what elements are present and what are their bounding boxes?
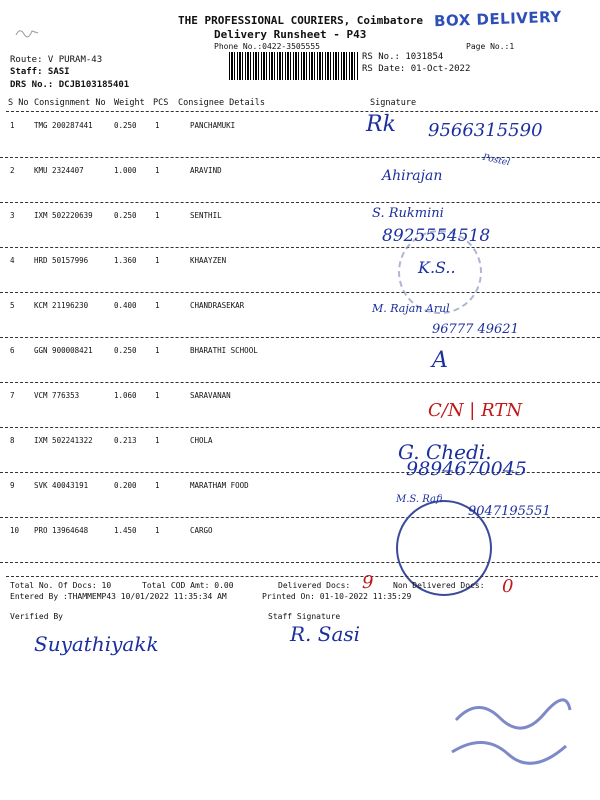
row-sno: 10	[10, 526, 20, 535]
signature-row-6: A	[432, 348, 448, 373]
row-sno: 1	[10, 121, 15, 130]
row-weight: 1.360	[114, 256, 137, 265]
row-consignment: KCM 21196230	[34, 301, 89, 310]
total-cod: Total COD Amt: 0.00	[142, 581, 234, 590]
row-weight: 0.200	[114, 481, 137, 490]
table-row	[0, 337, 600, 383]
faint-handwriting-icon	[448, 690, 578, 784]
row-consignment: IXM 502241322	[34, 436, 93, 445]
table-row	[0, 517, 600, 563]
staff-signature: R. Sasi	[290, 622, 361, 646]
row-consignment: VCM 776353	[34, 391, 80, 400]
row-weight: 0.400	[114, 301, 137, 310]
delivered-docs: Delivered Docs:	[278, 581, 351, 590]
barcode	[229, 52, 359, 80]
delivered-count: 9	[362, 572, 374, 593]
row-consignment: TMG 200287441	[34, 121, 93, 130]
row-sno: 2	[10, 166, 15, 175]
row-weight: 0.250	[114, 211, 137, 220]
row-consignment: IXM 502220639	[34, 211, 93, 220]
row-consignee: BHARATHI SCHOOL	[190, 346, 258, 355]
row-weight: 1.060	[114, 391, 137, 400]
row-consignment: KMU 2324407	[34, 166, 84, 175]
row-pcs: 1	[155, 346, 160, 355]
company-title: THE PROFESSIONAL COURIERS, Coimbatore	[178, 14, 424, 27]
non-delivered-docs: Non Delivered Docs:	[393, 581, 485, 590]
signature-row-9: M.S. Rafi	[396, 494, 443, 505]
row-pcs: 1	[155, 121, 160, 130]
row-consignment: GGN 900008421	[34, 346, 93, 355]
col-signature: Signature	[370, 98, 417, 108]
note-row-7: C/N | RTN	[428, 400, 523, 421]
row-consignment: PRO 13964648	[34, 526, 89, 535]
row-sno: 9	[10, 481, 15, 490]
route: Route: V PURAM-43	[10, 55, 103, 65]
rs-date: RS Date: 01-Oct-2022	[362, 64, 471, 74]
row-consignee: CHANDRASEKAR	[190, 301, 245, 310]
signature-row-8: G. Chedi.	[398, 440, 492, 464]
row-weight: 0.250	[114, 121, 137, 130]
row-pcs: 1	[155, 436, 160, 445]
col-sno: S No	[8, 98, 29, 108]
printed-on: Printed On: 01-10-2022 11:35:29	[262, 592, 412, 601]
row-sno: 4	[10, 256, 15, 265]
row-sno: 8	[10, 436, 15, 445]
verified-by-label: Verified By	[10, 612, 63, 621]
row-sno: 7	[10, 391, 15, 400]
signature-row-3: S. Rukmini	[372, 206, 444, 221]
row-pcs: 1	[155, 211, 160, 220]
col-consignment: Consignment No	[34, 98, 106, 108]
entered-by: Entered By :THAMMEMP43 10/01/2022 11:35:34 AM	[10, 592, 227, 601]
faint-scribble-icon	[14, 24, 40, 38]
row-pcs: 1	[155, 301, 160, 310]
row-consignee: PANCHAMUKI	[190, 121, 236, 130]
row-pcs: 1	[155, 526, 160, 535]
phone-row-3: 8925554518	[382, 226, 491, 246]
rs-number: RS No.: 1031854	[362, 52, 444, 62]
phone-row-8: 9894670045	[406, 458, 527, 480]
row-weight: 1.000	[114, 166, 137, 175]
col-consignee: Consignee Details	[178, 98, 265, 108]
drs-number: DRS No.: DCJB103185401	[10, 80, 130, 90]
table-row	[0, 247, 600, 293]
row-weight: 0.213	[114, 436, 137, 445]
non-delivered-count: 0	[502, 576, 514, 597]
phone-number: Phone No.:0422-3505555	[214, 42, 320, 51]
row-consignee: KHAAYZEN	[190, 256, 227, 265]
total-docs: Total No. Of Docs: 10	[10, 581, 112, 590]
row-pcs: 1	[155, 256, 160, 265]
row-sno: 5	[10, 301, 15, 310]
phone-row-9: 9047195551	[468, 504, 551, 519]
runsheet-title: Delivery Runsheet - P43	[214, 28, 367, 41]
row-weight: 1.450	[114, 526, 137, 535]
signature-row-5: M. Rajan Arul	[372, 302, 450, 315]
row-weight: 0.250	[114, 346, 137, 355]
row-consignee: SENTHIL	[190, 211, 222, 220]
box-delivery-stamp: BOX DELIVERY	[433, 7, 563, 31]
row-consignee: CARGO	[190, 526, 213, 535]
signature-row-4: K.S..	[418, 258, 456, 277]
row-consignee: MARATHAM FOOD	[190, 481, 249, 490]
staff: Staff: SASI	[10, 67, 70, 77]
staff-signature-label: Staff Signature	[268, 612, 341, 621]
row-pcs: 1	[155, 166, 160, 175]
row-consignment: HRD 50157996	[34, 256, 89, 265]
col-pcs: PCS	[153, 98, 169, 108]
row-consignee: SARAVANAN	[190, 391, 231, 400]
verifier-signature: Suyathiyakk	[34, 632, 159, 656]
row-consignment: SVK 40043191	[34, 481, 89, 490]
page-number: Page No.:1	[466, 42, 515, 51]
row-sno: 6	[10, 346, 15, 355]
row-consignee: CHOLA	[190, 436, 213, 445]
signature-row-1: Rk	[366, 112, 396, 137]
phone-row-5: 96777 49621	[432, 322, 519, 337]
note-row-2: Postel	[481, 152, 511, 169]
signature-row-2: Ahirajan	[382, 168, 443, 184]
phone-row-1: 9566315590	[428, 120, 543, 141]
col-weight: Weight	[114, 98, 145, 108]
table-row	[0, 202, 600, 248]
row-pcs: 1	[155, 481, 160, 490]
row-pcs: 1	[155, 391, 160, 400]
row-sno: 3	[10, 211, 15, 220]
row-consignee: ARAVIND	[190, 166, 222, 175]
